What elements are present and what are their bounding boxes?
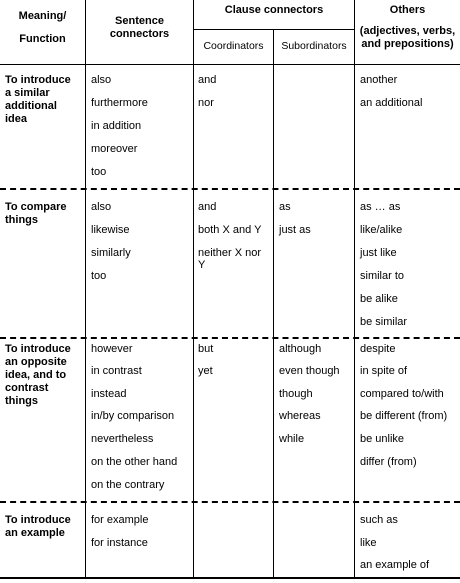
meaning-cell [5, 343, 85, 408]
meaning-line: an example [5, 527, 65, 539]
table-bottom-border [0, 577, 460, 579]
coordinator: nor [198, 97, 214, 109]
meaning-line: additional [5, 100, 57, 112]
other-connector: similar to [360, 270, 405, 282]
row-divider [0, 337, 460, 339]
other-connector: as … as [360, 201, 401, 213]
other-connector: just like [360, 247, 397, 259]
meaning-line: To introduce [5, 343, 71, 355]
other-connector: despite [360, 343, 396, 355]
header-others-line2: (adjectives, verbs, [359, 25, 456, 37]
sentence-connector: similarly [91, 247, 131, 259]
coordinator: neither X nor [198, 247, 261, 259]
other-connector: differ (from) [360, 456, 417, 468]
sentence-connector: likewise [91, 224, 130, 236]
column-divider [273, 29, 274, 578]
header-others-line1: Others [389, 4, 426, 16]
meaning-line: things [5, 395, 38, 407]
header-meaning-line2: Function [19, 33, 66, 45]
subordinator: as [279, 201, 291, 213]
coordinator: and [198, 201, 217, 213]
subordinator: though [279, 388, 313, 400]
header-subordinators: Subordinators [281, 40, 347, 52]
header-others-line3: and prepositions) [361, 38, 454, 50]
column-divider [354, 0, 355, 578]
subordinator: just as [279, 224, 311, 236]
sentence-connector: too [91, 166, 107, 178]
meaning-line: a similar [5, 87, 50, 99]
meaning-line: To introduce [5, 74, 71, 86]
header-coordinators: Coordinators [203, 40, 264, 52]
sentence-connector: on the other hand [91, 456, 178, 468]
other-connector: such as [360, 514, 398, 526]
meaning-cell [5, 201, 85, 227]
other-connector: another [360, 74, 398, 86]
header-divider [0, 64, 460, 65]
other-connector: in spite of [360, 365, 408, 377]
sentence-connector: in contrast [91, 365, 142, 377]
meaning-cell [5, 514, 85, 540]
coordinator: and [198, 74, 217, 86]
other-connector: be alike [360, 293, 398, 305]
coordinator: yet [198, 365, 213, 377]
meaning-line: an opposite [5, 356, 67, 368]
sentence-connector: in addition [91, 120, 142, 132]
other-connector: like [360, 537, 377, 549]
meaning-line: contrast [5, 382, 49, 394]
meaning-line: To introduce [5, 514, 71, 526]
coordinator: Y [198, 259, 206, 271]
other-connector: like/alike [360, 224, 403, 236]
other-connector: an example of [360, 559, 430, 571]
subordinator: although [279, 343, 322, 355]
header-sentence-line1: Sentence [115, 15, 164, 27]
column-divider [193, 0, 194, 578]
other-connector: be unlike [360, 433, 405, 445]
sentence-connector: nevertheless [91, 433, 154, 445]
sentence-connector: for example [91, 514, 149, 526]
sentence-connector: too [91, 270, 107, 282]
meaning-cell [5, 74, 85, 126]
row-divider [0, 188, 460, 190]
meaning-line: things [5, 214, 38, 226]
sentence-connector: also [91, 74, 112, 86]
header-clause-connectors: Clause connectors [224, 4, 324, 16]
sentence-connector: moreover [91, 143, 138, 155]
coordinator: both X and Y [198, 224, 262, 236]
meaning-line: idea [5, 113, 28, 125]
header-meaning-line1: Meaning/ [18, 10, 67, 22]
meaning-line: To compare [5, 201, 67, 213]
other-connector: compared to/with [360, 388, 444, 400]
sentence-connector: however [91, 343, 133, 355]
other-connector: be similar [360, 316, 408, 328]
subordinator: whereas [279, 410, 321, 422]
column-divider [85, 0, 86, 578]
header-sentence-line2: connectors [109, 28, 170, 40]
meaning-line: idea, and to [5, 369, 67, 381]
row-divider [0, 501, 460, 503]
sentence-connector: furthermore [91, 97, 148, 109]
subordinator: even though [279, 365, 340, 377]
sentence-connector: also [91, 201, 112, 213]
sentence-connector: on the contrary [91, 479, 165, 491]
subordinator: while [279, 433, 305, 445]
coordinator: but [198, 343, 214, 355]
other-connector: be different (from) [360, 410, 448, 422]
sentence-connector: in/by comparison [91, 410, 175, 422]
sentence-connector: instead [91, 388, 127, 400]
clause-header-divider [193, 29, 354, 30]
other-connector: an additional [360, 97, 423, 109]
sentence-connector: for instance [91, 537, 148, 549]
